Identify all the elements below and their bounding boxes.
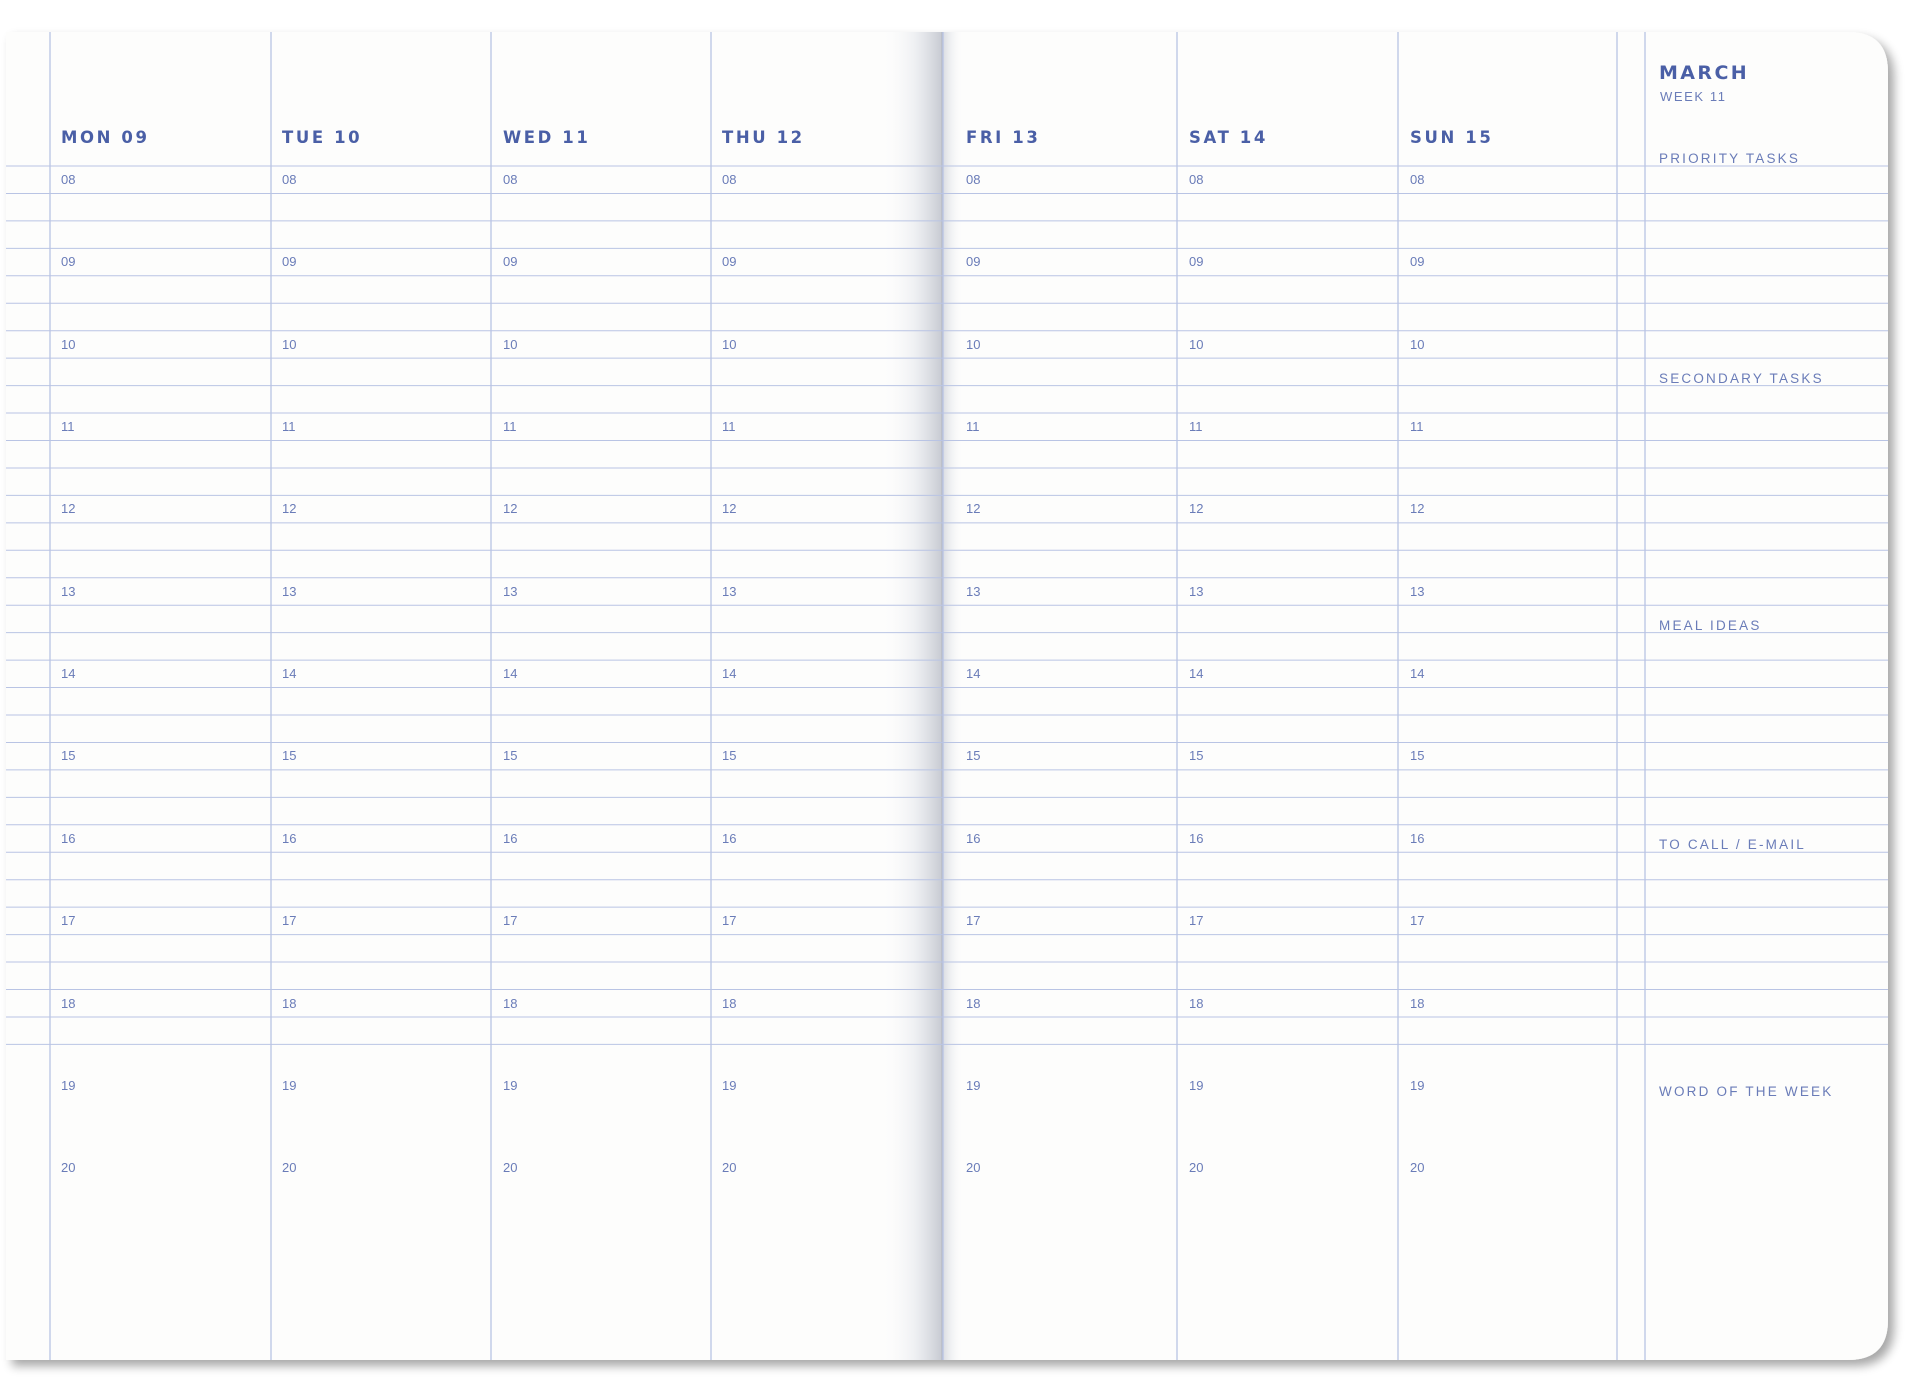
- week-number: WEEK 11: [1660, 89, 1727, 104]
- hour-label: 15: [61, 748, 76, 764]
- sidebar-section-label: WORD OF THE WEEK: [1659, 1084, 1834, 1100]
- hour-label: 19: [282, 1077, 297, 1093]
- hour-label: 15: [1189, 748, 1204, 764]
- hour-label: 15: [1410, 748, 1425, 764]
- hour-label: 12: [1410, 501, 1425, 517]
- month-title: MARCH: [1659, 62, 1750, 84]
- hour-label: 13: [1410, 583, 1425, 599]
- hour-label: 09: [1189, 254, 1204, 270]
- hour-label: 17: [503, 913, 518, 929]
- hour-label: 14: [966, 666, 981, 682]
- hour-label: 09: [722, 254, 737, 270]
- hour-label: 11: [282, 419, 296, 435]
- hour-label: 08: [966, 172, 981, 187]
- hour-label: 09: [503, 254, 518, 270]
- day-header: TUE 10: [282, 128, 363, 147]
- hour-label: 13: [966, 583, 981, 599]
- hour-label: 16: [282, 830, 297, 846]
- hour-label: 17: [61, 913, 76, 929]
- hour-label: 19: [722, 1077, 737, 1093]
- hour-label: 08: [1410, 172, 1425, 187]
- sidebar-section-label: TO CALL / E-MAIL: [1659, 837, 1806, 853]
- sidebar-section-label: PRIORITY TASKS: [1659, 151, 1801, 166]
- hour-label: 13: [503, 583, 518, 599]
- hour-label: 11: [722, 419, 736, 435]
- hour-label: 08: [282, 172, 297, 187]
- hour-label: 15: [722, 748, 737, 764]
- sidebar-section-label: MEAL IDEAS: [1659, 617, 1762, 633]
- hour-label: 12: [282, 501, 297, 517]
- hour-label: 10: [1189, 336, 1204, 352]
- day-header: FRI 13: [966, 128, 1041, 147]
- day-header: SUN 15: [1410, 128, 1494, 147]
- hour-label: 11: [966, 419, 980, 435]
- hour-label: 19: [966, 1077, 981, 1093]
- hour-label: 20: [1410, 1160, 1425, 1176]
- hour-label: 12: [61, 501, 76, 517]
- hour-label: 20: [1189, 1160, 1204, 1176]
- hour-label: 13: [722, 583, 737, 599]
- hour-label: 12: [503, 501, 518, 517]
- hour-label: 16: [966, 830, 981, 846]
- hour-label: 10: [1410, 336, 1425, 352]
- hour-label: 17: [966, 913, 981, 929]
- hour-label: 08: [503, 172, 518, 187]
- hour-label: 12: [1189, 501, 1204, 517]
- hour-label: 10: [722, 336, 737, 352]
- hour-label: 13: [282, 583, 297, 599]
- hour-label: 14: [503, 666, 518, 682]
- hour-label: 16: [1410, 830, 1425, 846]
- hour-label: 13: [61, 583, 76, 599]
- hour-label: 09: [966, 254, 981, 270]
- hour-label: 14: [61, 666, 76, 682]
- hour-label: 08: [61, 172, 76, 187]
- sidebar-section-label: SECONDARY TASKS: [1659, 370, 1824, 386]
- hour-label: 14: [722, 666, 737, 682]
- day-header: THU 12: [722, 128, 805, 147]
- hour-label: 09: [1410, 254, 1425, 270]
- day-header: MON 09: [61, 128, 150, 147]
- hour-label: 14: [1189, 666, 1204, 682]
- hour-label: 11: [1189, 419, 1203, 435]
- hour-label: 16: [61, 830, 76, 846]
- hour-label: 14: [282, 666, 297, 682]
- hour-label: 17: [282, 913, 297, 929]
- hour-label: 19: [1189, 1077, 1204, 1093]
- hour-label: 15: [282, 748, 297, 764]
- hour-label: 20: [61, 1160, 76, 1176]
- hour-label: 18: [966, 995, 981, 1011]
- hour-label: 14: [1410, 666, 1425, 682]
- hour-label: 19: [61, 1077, 76, 1093]
- hour-label: 09: [282, 254, 297, 270]
- hour-label: 12: [722, 501, 737, 517]
- hour-label: 17: [1410, 913, 1425, 929]
- hour-label: 16: [1189, 830, 1204, 846]
- hour-label: 11: [503, 419, 517, 435]
- gutter-shadow-left: [880, 32, 942, 1360]
- hour-label: 11: [1410, 419, 1424, 435]
- hour-label: 20: [503, 1160, 518, 1176]
- hour-label: 19: [503, 1077, 518, 1093]
- hour-label: 13: [1189, 583, 1204, 599]
- hour-label: 10: [966, 336, 981, 352]
- hour-label: 10: [61, 336, 76, 352]
- hour-label: 11: [61, 419, 75, 435]
- hour-label: 16: [722, 830, 737, 846]
- day-header: WED 11: [503, 128, 591, 147]
- hour-label: 18: [503, 995, 518, 1011]
- hour-label: 18: [1189, 995, 1204, 1011]
- hour-label: 18: [722, 995, 737, 1011]
- hour-label: 20: [722, 1160, 737, 1176]
- hour-label: 08: [722, 172, 737, 187]
- hour-label: 18: [61, 995, 76, 1011]
- hour-label: 10: [282, 336, 297, 352]
- hour-label: 15: [503, 748, 518, 764]
- day-header: SAT 14: [1189, 128, 1268, 147]
- hour-label: 16: [503, 830, 518, 846]
- hour-label: 18: [1410, 995, 1425, 1011]
- hour-label: 20: [282, 1160, 297, 1176]
- hour-label: 10: [503, 336, 518, 352]
- hour-label: 18: [282, 995, 297, 1011]
- hour-label: 15: [966, 748, 981, 764]
- hour-label: 08: [1189, 172, 1204, 187]
- hour-label: 09: [61, 254, 76, 270]
- hour-label: 20: [966, 1160, 981, 1176]
- hour-label: 17: [1189, 913, 1204, 929]
- hour-label: 19: [1410, 1077, 1425, 1093]
- hour-label: 17: [722, 913, 737, 929]
- hour-label: 12: [966, 501, 981, 517]
- gutter-shadow-right: [942, 32, 964, 1360]
